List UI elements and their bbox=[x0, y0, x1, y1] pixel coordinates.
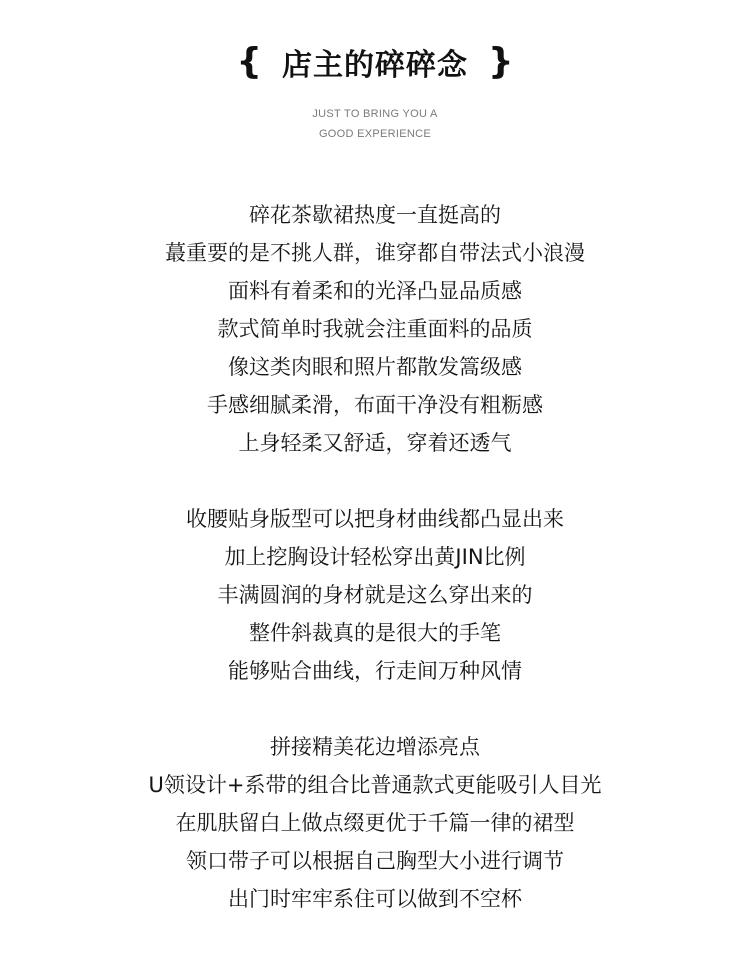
text-line: 丰满圆润的身材就是这么穿出来的 bbox=[217, 583, 533, 607]
paragraph-details bbox=[0, 728, 750, 918]
right-brace-glyph: } bbox=[488, 41, 514, 82]
text-line: 领口带子可以根据自己胸型大小进行调节 bbox=[186, 849, 564, 873]
text-line: 能够贴合曲线，行走间万种风情 bbox=[228, 659, 522, 683]
paragraph-fabric bbox=[0, 196, 750, 462]
subtitle-line: GOOD EXPERIENCE bbox=[318, 128, 432, 140]
subtitle-line: JUST TO BRING YOU A bbox=[312, 108, 438, 120]
text-line: 加上挖胸设计轻松穿出黄JIN比例 bbox=[224, 545, 526, 569]
text-line: 上身轻柔又舒适，穿着还透气 bbox=[238, 431, 512, 455]
text-line: 出门时牢牢系住可以做到不空杯 bbox=[228, 887, 522, 911]
text-line: 整件斜裁真的是很大的手笔 bbox=[249, 621, 501, 645]
left-brace-glyph: { bbox=[236, 41, 262, 82]
text-line: 款式简单时我就会注重面料的品质 bbox=[217, 317, 533, 341]
text-line: 收腰贴身版型可以把身材曲线都凸显出来 bbox=[186, 507, 564, 531]
title-row bbox=[0, 36, 750, 88]
text-line: 面料有着柔和的光泽凸显品质感 bbox=[228, 279, 522, 303]
subtitle bbox=[0, 104, 750, 144]
body-text bbox=[0, 196, 750, 918]
text-line: 手感细腻柔滑，布面干净没有粗粝感 bbox=[207, 393, 543, 417]
text-line: U领设计+系带的组合比普通款式更能吸引人目光 bbox=[148, 773, 602, 797]
text-line: 碎花茶歇裙热度一直挺高的 bbox=[249, 203, 501, 227]
text-line: 像这类肉眼和照片都散发篙级感 bbox=[228, 355, 522, 379]
paragraph-fit bbox=[0, 500, 750, 690]
header bbox=[0, 36, 750, 144]
text-line: 拼接精美花边增添亮点 bbox=[270, 735, 480, 759]
page-title: 店主的碎碎念 bbox=[282, 48, 468, 83]
text-line: 蕞重要的是不挑人群，谁穿都自带法式小浪漫 bbox=[165, 241, 585, 265]
text-line: 在肌肤留白上做点缀更优于千篇一律的裙型 bbox=[175, 811, 575, 835]
